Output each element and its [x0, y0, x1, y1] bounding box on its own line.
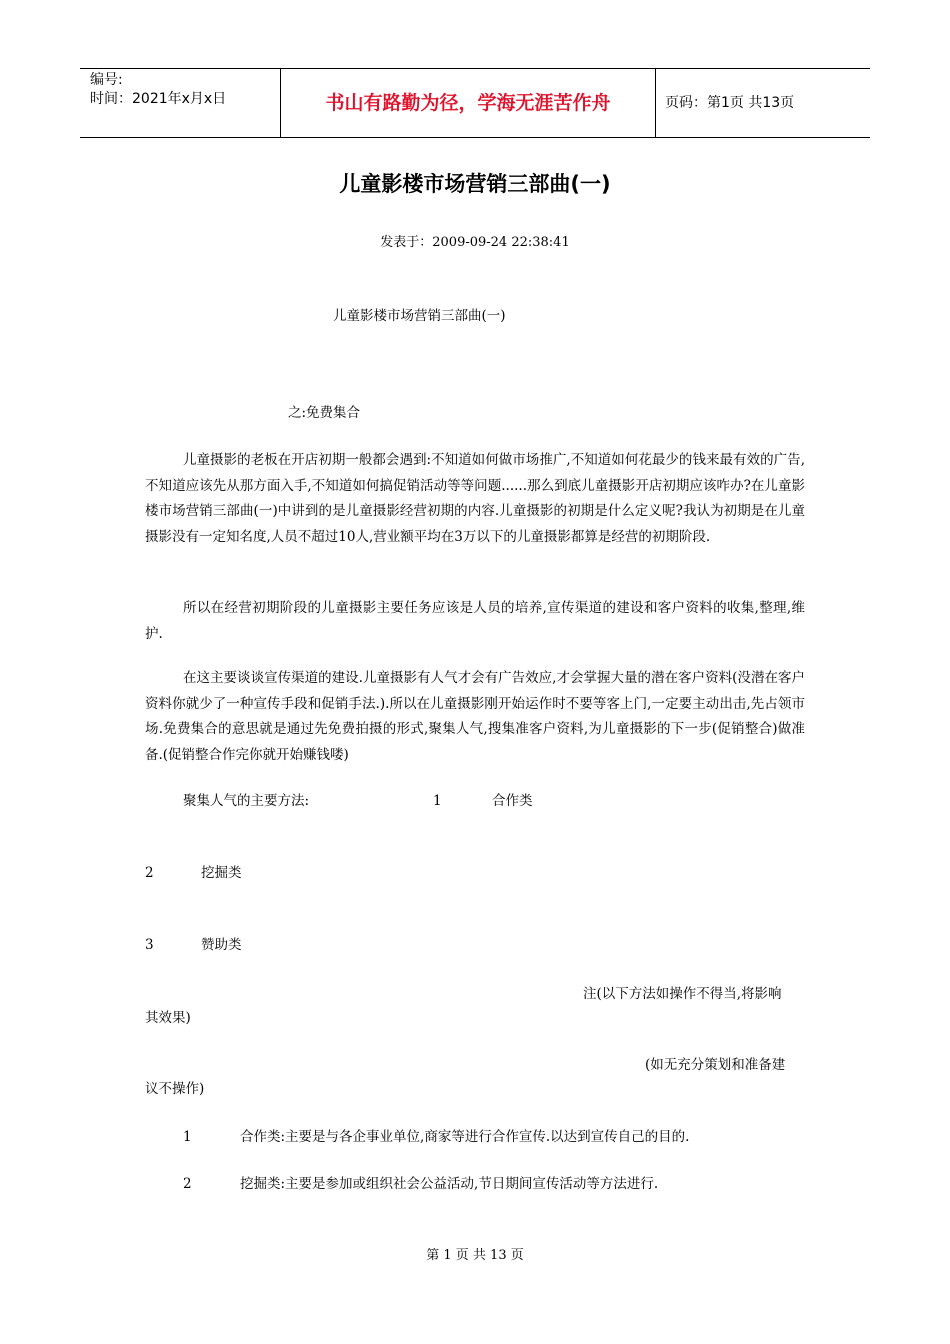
note-text: 注(以下方法如操作不得当,将影响: [583, 986, 782, 1002]
header-motto: 书山有路勤为径，学海无涯苦作舟: [325, 92, 611, 114]
header-meta-cell: [80, 69, 280, 137]
method-name: 赞助类: [201, 937, 242, 953]
article-title: 儿童影楼市场营销三部曲(一): [339, 172, 611, 196]
note-text: 议不操作): [145, 1081, 205, 1097]
section-heading: 之:免费集合: [288, 405, 361, 421]
method-name: 合作类: [492, 793, 533, 809]
paragraph: 在这主要谈谈宣传渠道的建设.儿童摄影有人气才会有广告效应,才会掌握大量的潜在客户资料(没潜在客户资料你就少了一种宣传手段和促销手法.).所以在儿童摄影刚开始运作时不要等客上门,一定要主动出击,先占领市场.免费集合的意思就是通过先免费拍摄的形式,聚集人气,搜集准客户资料,为儿童摄影的下一步(促销整合)做准备.(促销整合作完你就开始赚钱喽): [145, 670, 805, 763]
paragraph: 儿童摄影的老板在开店初期一般都会遇到:不知道如何做市场推广,不知道如何花最少的钱来最有效的广告,不知道应该先从那方面入手,不知道如何搞促销活动等等问题......那么到底儿童摄影开店初期应该咋办?在儿童影楼市场营销三部曲(一)中讲到的是儿童摄影经营初期的内容.儿童摄影的初期是什么定义呢?我认为初期是在儿童摄影没有一定知名度,人员不超过10人,营业额平均在3万以下的儿童摄影都算是经营的初期阶段.: [145, 452, 805, 545]
page-footer: 第 1 页 共 13 页: [426, 1248, 524, 1263]
method-number: 2: [145, 865, 154, 881]
detail-text: 合作类:主要是与各企事业单位,商家等进行合作宣传.以达到宣传自己的目的.: [240, 1129, 690, 1145]
method-number: 1: [433, 793, 442, 809]
detail-number: 2: [183, 1176, 192, 1192]
paragraph: 所以在经营初期阶段的儿童摄影主要任务应该是人员的培养,宣传渠道的建设和客户资料的收集,整理,维护.: [145, 600, 805, 642]
posted-date: 发表于：2009-09-24 22:38:41: [380, 235, 570, 250]
header-table: [80, 68, 870, 138]
method-name: 挖掘类: [201, 865, 242, 881]
number-label: 编号:: [90, 72, 123, 88]
methods-intro: 聚集人气的主要方法:: [183, 793, 310, 809]
header-page-info: 页码：第1页 共13页: [665, 95, 795, 111]
method-number: 3: [145, 937, 154, 953]
detail-text: 挖掘类:主要是参加或组织社会公益活动,节日期间宣传活动等方法进行.: [240, 1176, 659, 1192]
note-text: 其效果): [145, 1010, 191, 1026]
time-label: 时间：2021年x月x日: [90, 91, 227, 107]
header-divider: [655, 69, 656, 137]
note-text: (如无充分策划和准备建: [645, 1057, 786, 1073]
detail-number: 1: [183, 1129, 192, 1145]
article-subtitle: 儿童影楼市场营销三部曲(一): [333, 308, 506, 324]
